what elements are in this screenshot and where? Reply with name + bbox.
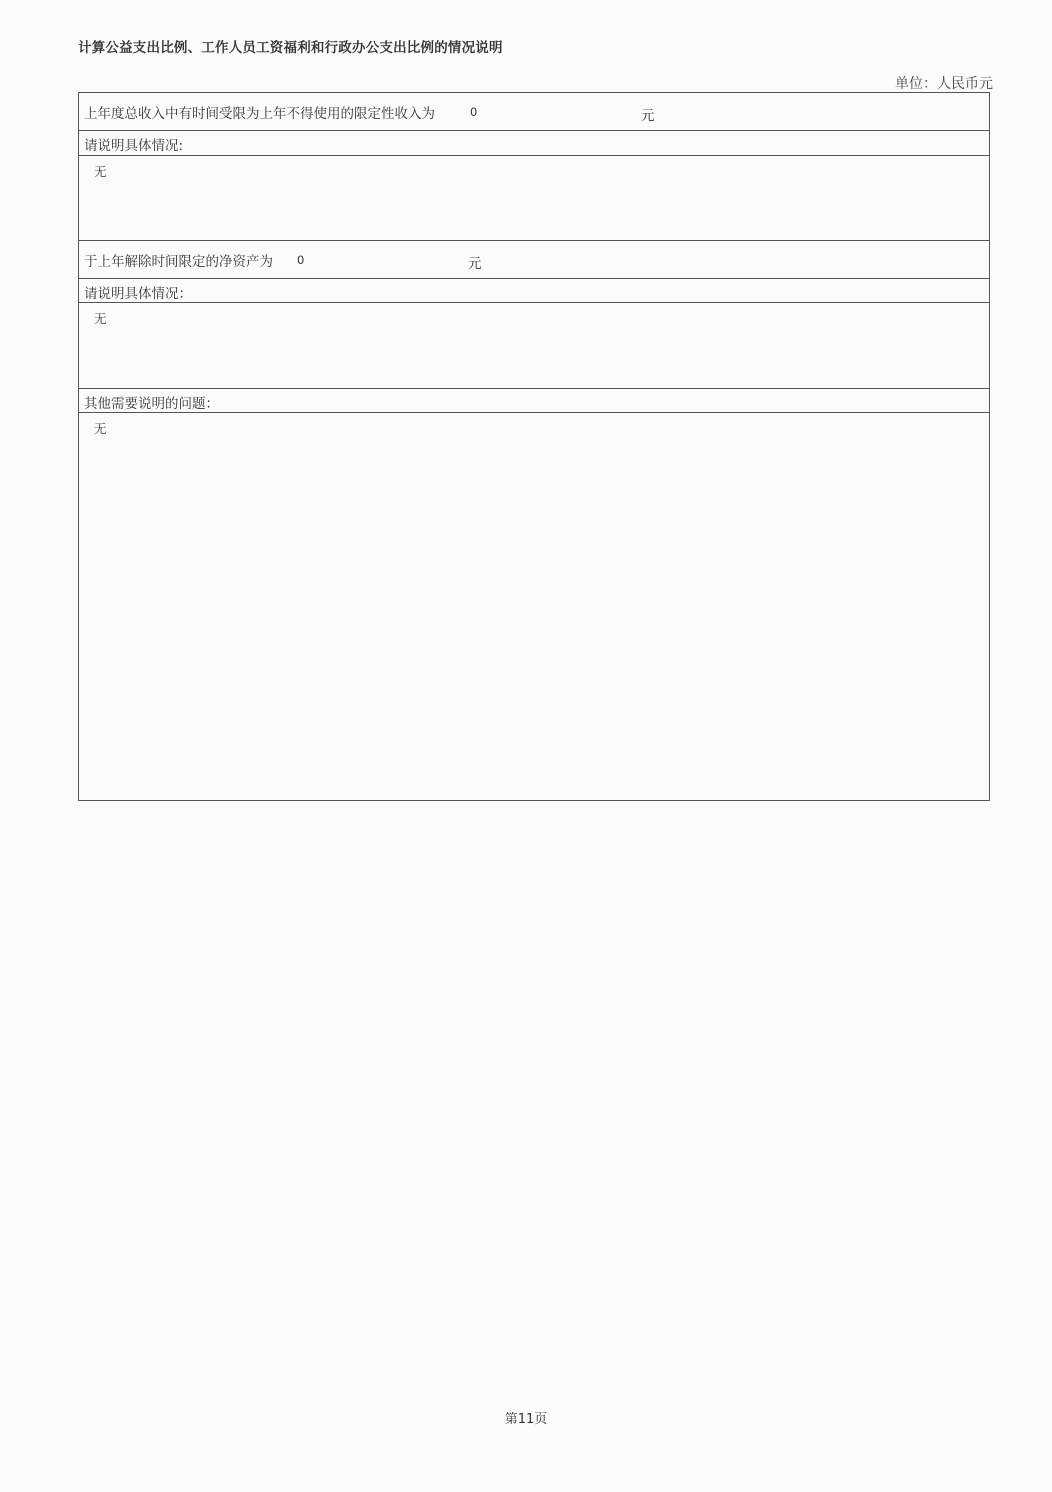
released-net-assets-detail-answer: 无 (94, 311, 107, 326)
divider (79, 130, 989, 131)
page-number: 第11页 (504, 1412, 548, 1427)
divider (79, 388, 989, 389)
released-net-assets-detail-label: 请说明具体情况： (84, 286, 192, 302)
restricted-income-label: 上年度总收入中有时间受限为上年不得使用的限定性收入为 (84, 106, 435, 122)
unit-label: 单位：人民币元 (895, 76, 993, 92)
restricted-income-detail-label: 请说明具体情况: (84, 138, 184, 154)
divider (79, 155, 989, 156)
page-title: 计算公益支出比例、工作人员工资福利和行政办公支出比例的情况说明 (78, 40, 503, 56)
divider (79, 302, 989, 303)
other-issues-label: 其他需要说明的问题： (84, 396, 219, 412)
divider (79, 278, 989, 279)
released-net-assets-value: 0 (297, 253, 305, 267)
divider (79, 240, 989, 241)
restricted-income-detail-answer: 无 (94, 164, 107, 179)
divider (79, 412, 989, 413)
other-issues-answer: 无 (94, 421, 107, 436)
explanation-form (78, 92, 990, 801)
released-net-assets-label: 于上年解除时间限定的净资产为 (84, 254, 273, 270)
restricted-income-unit: 元 (641, 108, 655, 124)
restricted-income-value: 0 (470, 105, 478, 119)
released-net-assets-unit: 元 (468, 256, 482, 272)
